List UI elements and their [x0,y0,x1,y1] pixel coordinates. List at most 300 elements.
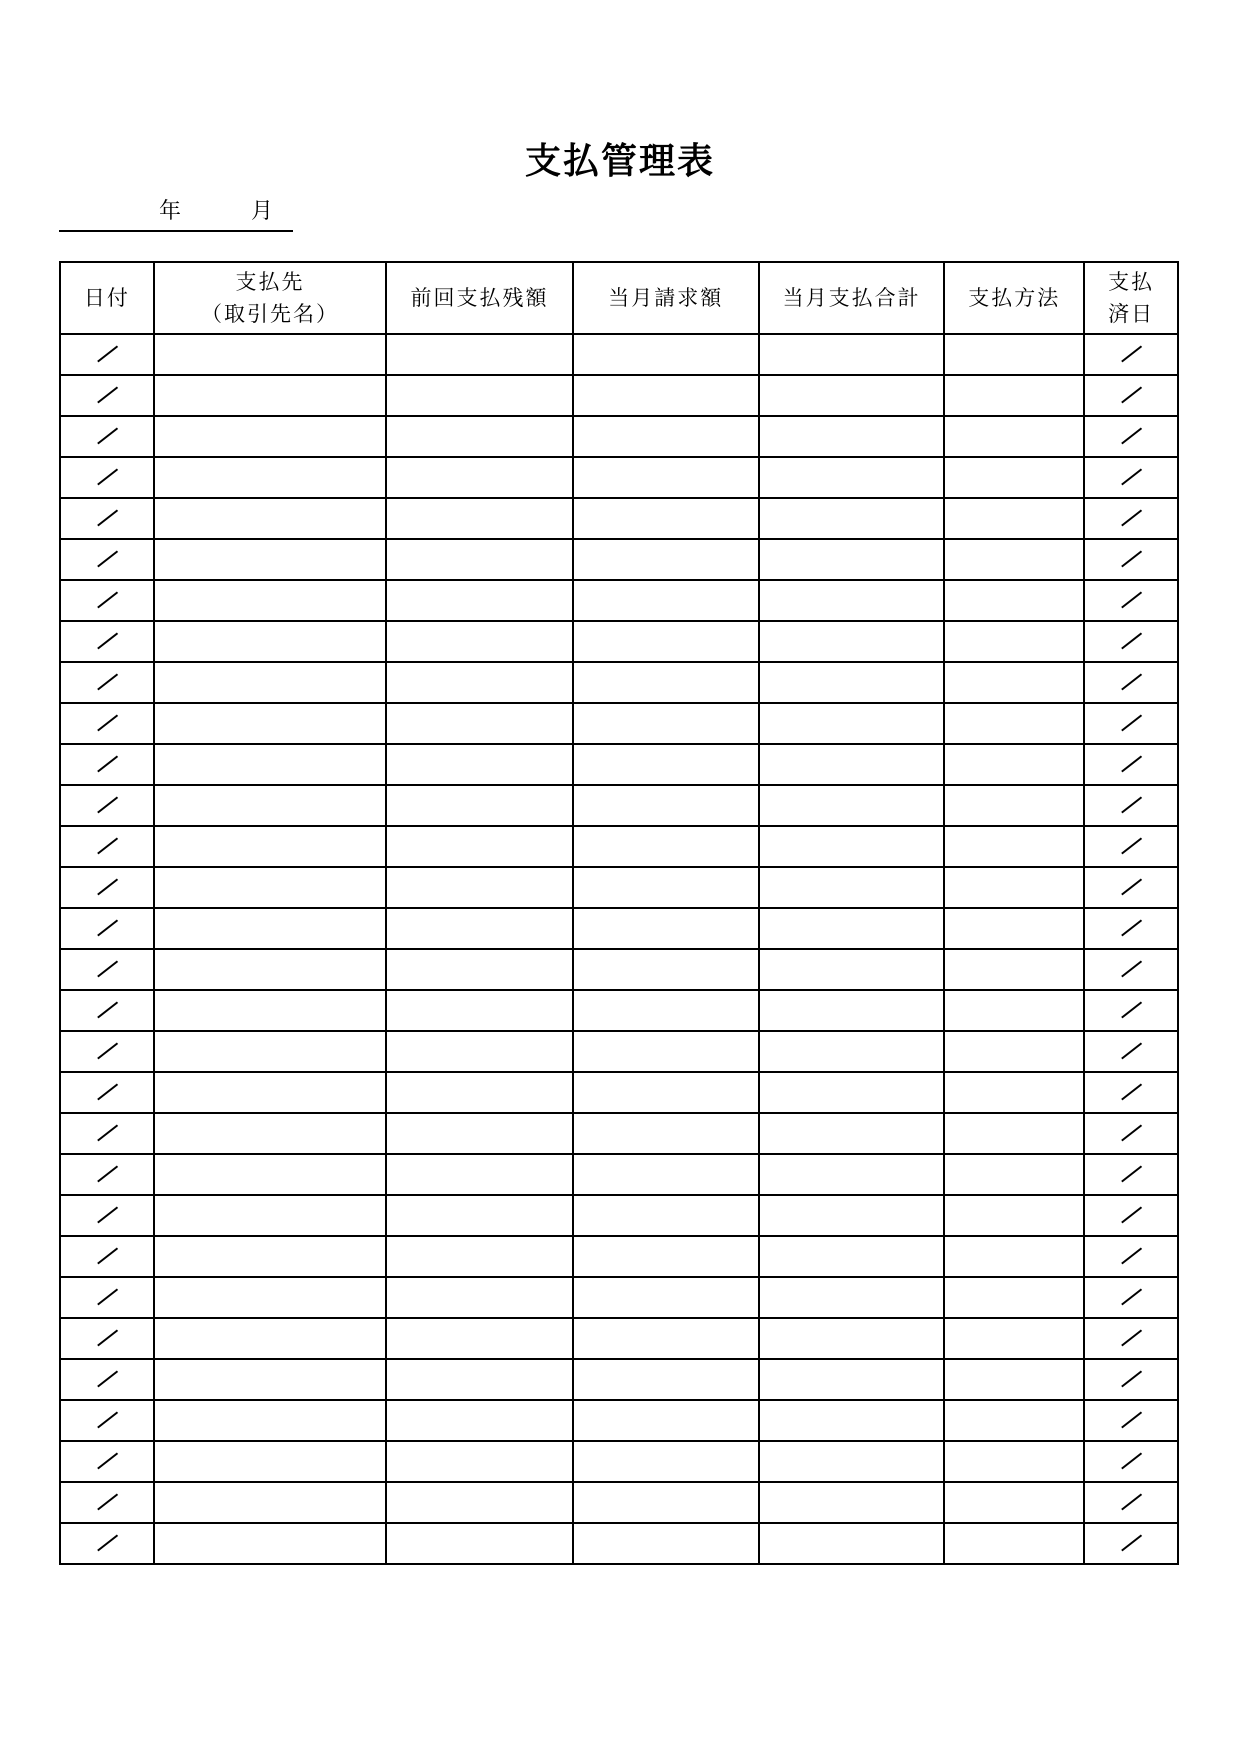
prev-balance-cell[interactable] [386,1318,572,1359]
prev-balance-cell[interactable] [386,457,572,498]
paid-date-cell[interactable] [1084,1482,1178,1523]
payment-method-cell[interactable] [944,1482,1084,1523]
prev-balance-cell[interactable] [386,334,572,375]
paid-date-cell[interactable] [1084,539,1178,580]
prev-balance-cell[interactable] [386,703,572,744]
payee-cell[interactable] [154,1113,387,1154]
month-payment-total-cell[interactable] [759,1236,944,1277]
payment-method-cell[interactable] [944,375,1084,416]
payment-method-cell[interactable] [944,990,1084,1031]
paid-date-cell[interactable] [1084,621,1178,662]
date-separator [1120,673,1142,691]
date-cell[interactable] [60,375,154,416]
date-cell[interactable] [60,1523,154,1564]
month-payment-total-cell[interactable] [759,908,944,949]
table-body [60,334,1178,1564]
payment-method-cell[interactable] [944,1318,1084,1359]
table-row [60,1195,1178,1236]
paid-date-cell[interactable] [1084,416,1178,457]
prev-balance-cell[interactable] [386,744,572,785]
month-invoice-cell[interactable] [573,1195,759,1236]
paid-date-cell[interactable] [1084,1113,1178,1154]
header-payee [154,262,387,334]
prev-balance-cell[interactable] [386,1441,572,1482]
month-payment-total-cell[interactable] [759,1195,944,1236]
paid-date-cell[interactable] [1084,1400,1178,1441]
date-separator [96,591,118,609]
payment-method-cell[interactable] [944,621,1084,662]
paid-date-cell[interactable] [1084,1441,1178,1482]
paid-date-cell[interactable] [1084,703,1178,744]
paid-date-cell[interactable] [1084,990,1178,1031]
prev-balance-cell[interactable] [386,1072,572,1113]
month-invoice-cell[interactable] [573,580,759,621]
paid-date-cell[interactable] [1084,1523,1178,1564]
payee-cell[interactable] [154,1236,387,1277]
prev-balance-cell[interactable] [386,908,572,949]
date-separator [1120,1042,1142,1060]
date-separator [96,919,118,937]
month-invoice-cell[interactable] [573,375,759,416]
paid-date-cell[interactable] [1084,1031,1178,1072]
date-cell[interactable] [60,1359,154,1400]
date-cell[interactable] [60,621,154,662]
prev-balance-cell[interactable] [386,416,572,457]
payee-cell[interactable] [154,1400,387,1441]
date-separator [1120,878,1142,896]
date-cell[interactable] [60,416,154,457]
table-row [60,334,1178,375]
payment-method-cell[interactable] [944,1441,1084,1482]
table-row [60,621,1178,662]
table-row [60,416,1178,457]
date-cell[interactable] [60,1400,154,1441]
table-row [60,375,1178,416]
payee-cell[interactable] [154,416,387,457]
payment-method-cell[interactable] [944,1031,1084,1072]
paid-date-cell[interactable] [1084,662,1178,703]
payee-cell[interactable] [154,1031,387,1072]
prev-balance-cell[interactable] [386,580,572,621]
payee-cell[interactable] [154,1154,387,1195]
date-separator [1120,427,1142,445]
table-row [60,1523,1178,1564]
month-invoice-cell[interactable] [573,334,759,375]
month-label: 月 [251,199,274,224]
header-payee-line2: （取引先名） [200,302,339,326]
month-payment-total-cell[interactable] [759,990,944,1031]
table-row [60,1154,1178,1195]
paid-date-cell[interactable] [1084,1318,1178,1359]
month-payment-total-cell[interactable] [759,375,944,416]
payee-cell[interactable] [154,1441,387,1482]
month-payment-total-cell[interactable] [759,1523,944,1564]
month-invoice-cell[interactable] [573,867,759,908]
payment-method-cell[interactable] [944,416,1084,457]
month-invoice-cell[interactable] [573,990,759,1031]
table-row [60,1236,1178,1277]
month-invoice-cell[interactable] [573,498,759,539]
date-separator [96,386,118,404]
date-separator [1120,345,1142,363]
payee-cell[interactable] [154,539,387,580]
header-paid-line1: 支払 [1108,270,1155,294]
date-cell[interactable] [60,334,154,375]
month-invoice-cell[interactable] [573,662,759,703]
month-invoice-cell[interactable] [573,539,759,580]
month-invoice-cell[interactable] [573,1359,759,1400]
month-invoice-cell[interactable] [573,1482,759,1523]
paid-date-cell[interactable] [1084,1236,1178,1277]
date-separator [96,345,118,363]
prev-balance-cell[interactable] [386,1195,572,1236]
month-payment-total-cell[interactable] [759,1400,944,1441]
date-separator [1120,1370,1142,1388]
month-invoice-cell[interactable] [573,1400,759,1441]
date-separator [96,1288,118,1306]
month-invoice-cell[interactable] [573,1318,759,1359]
payment-method-cell[interactable] [944,662,1084,703]
payee-cell[interactable] [154,908,387,949]
payee-cell[interactable] [154,621,387,662]
paid-date-cell[interactable] [1084,1072,1178,1113]
table-row [60,1031,1178,1072]
table-row [60,1441,1178,1482]
date-separator [96,1124,118,1142]
month-payment-total-cell[interactable] [759,621,944,662]
date-separator [96,1370,118,1388]
date-separator [96,1534,118,1552]
month-payment-total-cell[interactable] [759,1359,944,1400]
table-row [60,1400,1178,1441]
date-separator [1120,714,1142,732]
date-separator [96,673,118,691]
payment-method-cell[interactable] [944,1400,1084,1441]
month-payment-total-cell[interactable] [759,1113,944,1154]
payee-cell[interactable] [154,334,387,375]
header-row [60,262,1178,334]
payee-cell[interactable] [154,375,387,416]
table-row [60,744,1178,785]
prev-balance-cell[interactable] [386,1482,572,1523]
month-payment-total-cell[interactable] [759,1277,944,1318]
paid-date-cell[interactable] [1084,1359,1178,1400]
date-separator [96,837,118,855]
prev-balance-cell[interactable] [386,1113,572,1154]
date-separator [1120,509,1142,527]
date-separator [96,427,118,445]
paid-date-cell[interactable] [1084,375,1178,416]
payment-method-cell[interactable] [944,949,1084,990]
payment-method-cell[interactable] [944,785,1084,826]
month-payment-total-cell[interactable] [759,498,944,539]
payee-cell[interactable] [154,1482,387,1523]
paid-date-cell[interactable] [1084,1195,1178,1236]
table-row [60,703,1178,744]
prev-balance-cell[interactable] [386,1400,572,1441]
date-separator [1120,386,1142,404]
month-payment-total-cell[interactable] [759,1482,944,1523]
payment-method-cell[interactable] [944,703,1084,744]
table-row [60,662,1178,703]
payment-method-cell[interactable] [944,908,1084,949]
month-payment-total-cell[interactable] [759,1072,944,1113]
paid-date-cell[interactable] [1084,457,1178,498]
date-separator [1120,1206,1142,1224]
date-separator [1120,632,1142,650]
header-prev-balance: 前回支払残額 [386,262,572,334]
payment-method-cell[interactable] [944,580,1084,621]
date-separator [96,1329,118,1347]
payee-cell[interactable] [154,826,387,867]
month-payment-total-cell[interactable] [759,539,944,580]
date-cell[interactable] [60,744,154,785]
date-cell[interactable] [60,990,154,1031]
year-label: 年 [159,199,182,224]
month-invoice-cell[interactable] [573,949,759,990]
prev-balance-cell[interactable] [386,621,572,662]
table-row [60,498,1178,539]
header-payee-line1: 支払先 [235,270,305,294]
date-cell[interactable] [60,1236,154,1277]
date-cell[interactable] [60,580,154,621]
date-cell[interactable] [60,1072,154,1113]
header-date: 日付 [60,262,154,334]
payment-method-cell[interactable] [944,498,1084,539]
month-payment-total-cell[interactable] [759,1441,944,1482]
date-separator [1120,1165,1142,1183]
prev-balance-cell[interactable] [386,785,572,826]
date-cell[interactable] [60,1482,154,1523]
payee-cell[interactable] [154,785,387,826]
payment-method-cell[interactable] [944,457,1084,498]
date-separator [1120,1288,1142,1306]
payee-cell[interactable] [154,662,387,703]
date-separator [96,1493,118,1511]
prev-balance-cell[interactable] [386,375,572,416]
month-invoice-cell[interactable] [573,826,759,867]
table-row [60,539,1178,580]
date-cell[interactable] [60,1277,154,1318]
prev-balance-cell[interactable] [386,867,572,908]
date-separator [1120,1124,1142,1142]
date-separator [1120,960,1142,978]
month-payment-total-cell[interactable] [759,416,944,457]
date-cell[interactable] [60,826,154,867]
date-cell[interactable] [60,1441,154,1482]
month-invoice-cell[interactable] [573,785,759,826]
paid-date-cell[interactable] [1084,949,1178,990]
month-payment-total-cell[interactable] [759,867,944,908]
table-row [60,1482,1178,1523]
payee-cell[interactable] [154,744,387,785]
prev-balance-cell[interactable] [386,1031,572,1072]
month-invoice-cell[interactable] [573,1072,759,1113]
prev-balance-cell[interactable] [386,1154,572,1195]
payment-method-cell[interactable] [944,867,1084,908]
payment-method-cell[interactable] [944,1359,1084,1400]
month-invoice-cell[interactable] [573,1236,759,1277]
month-payment-total-cell[interactable] [759,1154,944,1195]
date-cell[interactable] [60,1113,154,1154]
month-payment-total-cell[interactable] [759,1031,944,1072]
prev-balance-cell[interactable] [386,539,572,580]
table-row [60,1359,1178,1400]
date-separator [96,1452,118,1470]
paid-date-cell[interactable] [1084,1277,1178,1318]
table-row [60,1072,1178,1113]
table-row [60,580,1178,621]
month-invoice-cell[interactable] [573,1441,759,1482]
payee-cell[interactable] [154,580,387,621]
date-separator [96,1001,118,1019]
date-separator [1120,919,1142,937]
payee-cell[interactable] [154,867,387,908]
month-invoice-cell[interactable] [573,1523,759,1564]
date-separator [1120,550,1142,568]
date-cell[interactable] [60,1195,154,1236]
date-cell[interactable] [60,1318,154,1359]
payee-cell[interactable] [154,457,387,498]
page-title: 支払管理表 [524,141,715,182]
payee-cell[interactable] [154,1523,387,1564]
prev-balance-cell[interactable] [386,498,572,539]
month-payment-total-cell[interactable] [759,334,944,375]
date-cell[interactable] [60,703,154,744]
date-separator [96,1083,118,1101]
date-separator [1120,1493,1142,1511]
payment-method-cell[interactable] [944,1154,1084,1195]
payment-method-cell[interactable] [944,1523,1084,1564]
date-cell[interactable] [60,949,154,990]
paid-date-cell[interactable] [1084,826,1178,867]
date-cell[interactable] [60,908,154,949]
payment-method-cell[interactable] [944,1072,1084,1113]
table-row [60,457,1178,498]
prev-balance-cell[interactable] [386,662,572,703]
paid-date-cell[interactable] [1084,334,1178,375]
date-separator [1120,1329,1142,1347]
date-separator [96,878,118,896]
date-cell[interactable] [60,498,154,539]
date-separator [1120,591,1142,609]
month-payment-total-cell[interactable] [759,744,944,785]
date-separator [96,468,118,486]
date-cell[interactable] [60,457,154,498]
month-invoice-cell[interactable] [573,621,759,662]
table-row [60,1277,1178,1318]
table-row [60,990,1178,1031]
payee-cell[interactable] [154,1359,387,1400]
date-separator [1120,468,1142,486]
month-payment-total-cell[interactable] [759,949,944,990]
period-field[interactable] [59,190,293,232]
prev-balance-cell[interactable] [386,990,572,1031]
table-row [60,826,1178,867]
paid-date-cell[interactable] [1084,867,1178,908]
date-separator [96,960,118,978]
payment-method-cell[interactable] [944,744,1084,785]
prev-balance-cell[interactable] [386,1277,572,1318]
date-separator [96,1165,118,1183]
date-cell[interactable] [60,539,154,580]
date-separator [96,550,118,568]
paid-date-cell[interactable] [1084,580,1178,621]
payee-cell[interactable] [154,498,387,539]
month-invoice-cell[interactable] [573,1154,759,1195]
date-separator [1120,1452,1142,1470]
date-separator [96,632,118,650]
payee-cell[interactable] [154,1072,387,1113]
month-invoice-cell[interactable] [573,703,759,744]
paid-date-cell[interactable] [1084,744,1178,785]
payee-cell[interactable] [154,990,387,1031]
payee-cell[interactable] [154,949,387,990]
date-separator [96,509,118,527]
date-separator [96,1411,118,1429]
month-payment-total-cell[interactable] [759,785,944,826]
prev-balance-cell[interactable] [386,949,572,990]
payee-cell[interactable] [154,703,387,744]
date-separator [96,755,118,773]
paid-date-cell[interactable] [1084,1154,1178,1195]
prev-balance-cell[interactable] [386,1236,572,1277]
date-separator [1120,796,1142,814]
date-cell[interactable] [60,1031,154,1072]
table-row [60,1318,1178,1359]
month-invoice-cell[interactable] [573,908,759,949]
prev-balance-cell[interactable] [386,1359,572,1400]
date-cell[interactable] [60,1154,154,1195]
month-payment-total-cell[interactable] [759,703,944,744]
payment-method-cell[interactable] [944,1277,1084,1318]
date-separator [1120,1001,1142,1019]
date-cell[interactable] [60,662,154,703]
month-invoice-cell[interactable] [573,457,759,498]
payment-method-cell[interactable] [944,1236,1084,1277]
payment-method-cell[interactable] [944,334,1084,375]
paid-date-cell[interactable] [1084,785,1178,826]
payment-method-cell[interactable] [944,826,1084,867]
month-payment-total-cell[interactable] [759,580,944,621]
date-separator [1120,1534,1142,1552]
month-invoice-cell[interactable] [573,1113,759,1154]
payment-table [59,261,1179,1565]
month-payment-total-cell[interactable] [759,1318,944,1359]
month-payment-total-cell[interactable] [759,826,944,867]
payment-method-cell[interactable] [944,1195,1084,1236]
month-invoice-cell[interactable] [573,416,759,457]
date-separator [1120,837,1142,855]
date-cell[interactable] [60,867,154,908]
payment-method-cell[interactable] [944,539,1084,580]
paid-date-cell[interactable] [1084,908,1178,949]
month-payment-total-cell[interactable] [759,457,944,498]
prev-balance-cell[interactable] [386,1523,572,1564]
payment-method-cell[interactable] [944,1113,1084,1154]
month-invoice-cell[interactable] [573,1031,759,1072]
month-invoice-cell[interactable] [573,744,759,785]
payee-cell[interactable] [154,1195,387,1236]
date-cell[interactable] [60,785,154,826]
prev-balance-cell[interactable] [386,826,572,867]
payee-cell[interactable] [154,1318,387,1359]
month-payment-total-cell[interactable] [759,662,944,703]
table-row [60,1113,1178,1154]
paid-date-cell[interactable] [1084,498,1178,539]
month-invoice-cell[interactable] [573,1277,759,1318]
payee-cell[interactable] [154,1277,387,1318]
